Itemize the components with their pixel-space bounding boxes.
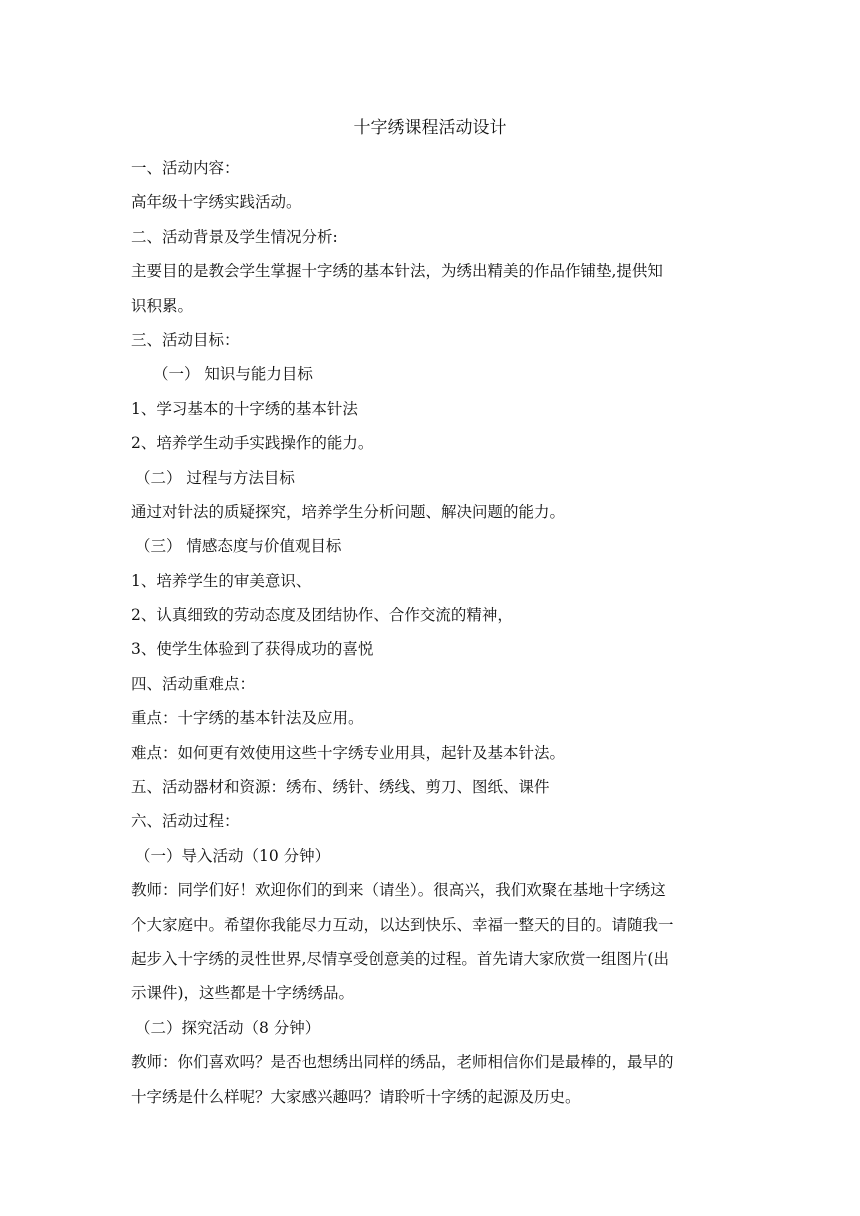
subheading-emotion: （三） 情感态度与价值观目标 [135, 537, 342, 556]
paragraph: 识积累。 [131, 296, 194, 315]
list-item: 1、培养学生的审美意识、 [131, 571, 312, 590]
section-heading-background: 二、活动背景及学生情况分析: [131, 227, 338, 246]
subheading-process: （二） 过程与方法目标 [135, 468, 295, 487]
paragraph: 十字绣是什么样呢？大家感兴趣吗？请聆听十字绣的起源及历史。 [131, 1087, 581, 1106]
paragraph: 重点：十字绣的基本针法及应用。 [131, 709, 364, 728]
paragraph: 个大家庭中。希望你我能尽力互动，以达到快乐、幸福一整天的目的。请随我一 [131, 915, 674, 934]
section-heading-materials: 五、活动器材和资源：绣布、绣针、绣线、剪刀、图纸、课件 [131, 778, 550, 797]
paragraph: 难点：如何更有效使用这些十字绣专业用具，起针及基本针法。 [131, 743, 566, 762]
subheading-explore-activity: （二）探究活动（8 分钟） [135, 1018, 321, 1037]
paragraph: 教师：你们喜欢吗？是否也想绣出同样的绣品，老师相信你们是最棒的，最早的 [131, 1053, 674, 1072]
paragraph: 教师：同学们好！欢迎你们的到来（请坐）。很高兴，我们欢聚在基地十字绣这 [131, 881, 666, 900]
list-item: 3、使学生体验到了获得成功的喜悦 [131, 640, 374, 659]
paragraph: 示课件)，这些都是十字绣绣品。 [131, 984, 355, 1003]
section-heading-content: 一、活动内容： [131, 159, 240, 177]
paragraph: 主要目的是教会学生掌握十字绣的基本针法，为绣出精美的作品作铺垫,提供知 [131, 262, 663, 281]
list-item: 2、认真细致的劳动态度及团结协作、合作交流的精神， [131, 606, 513, 625]
section-heading-goals: 三、活动目标： [131, 330, 240, 349]
list-item: 1、学习基本的十字绣的基本针法 [131, 399, 358, 418]
paragraph: 高年级十字绣实践活动。 [131, 193, 302, 212]
paragraph: 通过对针法的质疑探究，培养学生分析问题、解决问题的能力。 [131, 502, 566, 521]
section-heading-process: 六、活动过程： [131, 812, 240, 831]
section-heading-key-points: 四、活动重难点： [131, 674, 256, 693]
list-item: 2、培养学生动手实践操作的能力。 [131, 434, 374, 453]
document-title: 十字绣课程活动设计 [353, 118, 507, 138]
subheading-intro-activity: （一）导入活动（10 分钟） [135, 846, 331, 865]
subheading-knowledge: （一） 知识与能力目标 [153, 365, 313, 384]
paragraph: 起步入十字绣的灵性世界,尽情享受创意美的过程。首先请大家欣赏一组图片(出 [131, 949, 669, 968]
document-body [131, 151, 731, 1114]
